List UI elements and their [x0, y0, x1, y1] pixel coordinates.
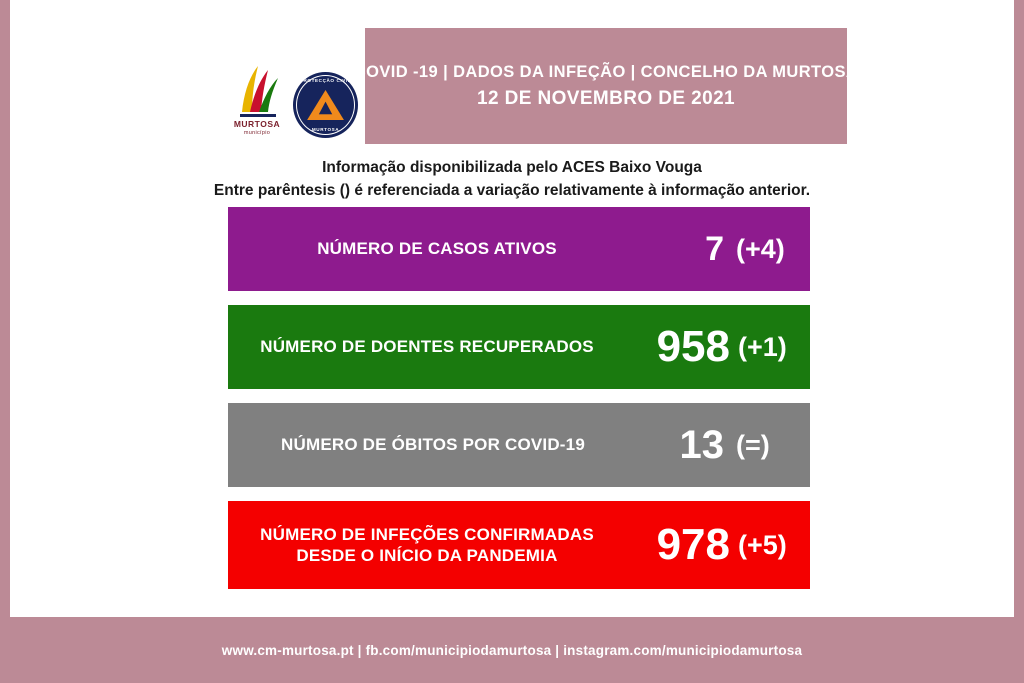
statistics-bars: [228, 207, 810, 589]
right-edge-strip: [1014, 0, 1024, 683]
stat-value-active-cases: 7: [705, 229, 724, 268]
stat-value-deaths: 13: [679, 422, 724, 467]
murtosa-municipality-logo: [228, 62, 285, 148]
subtitle-line-2: Entre parêntesis () é referenciada a variação relativamente à informação anterior.: [213, 182, 811, 200]
stat-label-total-line2: DESDE O INÍCIO DA PANDEMIA: [296, 546, 558, 565]
stat-row-active-cases: [228, 207, 810, 291]
stat-delta-total-infections: (+5): [738, 529, 787, 560]
murtosa-logo-caption: MURTOSA município: [233, 119, 281, 136]
civil-protection-logo: [293, 72, 358, 138]
stat-label-recovered: NÚMERO DE DOENTES RECUPERADOS: [260, 337, 594, 357]
stat-label-active-cases: NÚMERO DE CASOS ATIVOS: [317, 239, 557, 259]
subtitle-block: [0, 156, 1024, 203]
header-title-line1: COVID -19 | DADOS DA INFEÇÃO | CONCELHO DA MURTOSA: [353, 62, 859, 81]
civil-protection-bottom-text: MURTOSA: [311, 127, 340, 132]
civil-protection-top-text: PROTECÇÃO CIVIL: [299, 78, 352, 83]
stat-delta-active-cases: (+4): [736, 233, 785, 264]
left-edge-strip: [0, 0, 10, 683]
stat-value-recovered: 958: [656, 322, 730, 371]
footer-links-text: www.cm-murtosa.pt | fb.com/municipiodamurtosa | instagram.com/municipiodamurtosa: [221, 642, 803, 658]
stat-delta-recovered: (+1): [738, 331, 787, 362]
stat-row-deaths: [228, 403, 810, 487]
stat-label-total-line1: NÚMERO DE INFEÇÕES CONFIRMADAS: [260, 524, 594, 544]
header-band: [353, 28, 859, 144]
header-title-line2: 12 DE NOVEMBRO DE 2021: [477, 87, 735, 109]
stat-value-total-infections: 978: [656, 520, 730, 569]
stat-delta-deaths: (=): [736, 429, 770, 460]
logo-group: [228, 60, 358, 150]
footer-band: [0, 617, 1024, 683]
stat-label-total-infections: [228, 524, 612, 567]
stat-row-total-infections: [228, 501, 810, 589]
stat-label-deaths: NÚMERO DE ÓBITOS POR COVID-19: [281, 435, 585, 455]
murtosa-emblem-icon: [234, 62, 280, 120]
subtitle-line-1: Informação disponibilizada pelo ACES Baixo Vouga: [322, 159, 702, 176]
stat-row-recovered: [228, 305, 810, 389]
